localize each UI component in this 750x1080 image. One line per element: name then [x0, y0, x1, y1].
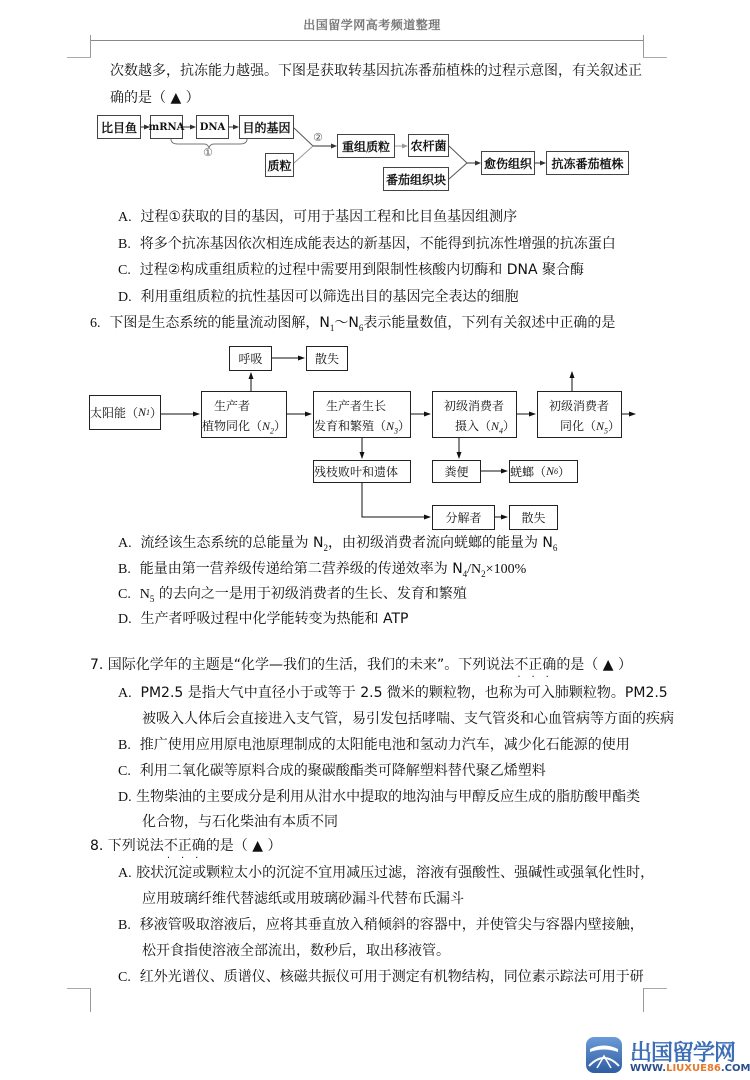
box-tomato-tissue: 番茄组织块: [383, 167, 449, 191]
corner-mark-br-v: [643, 988, 644, 1012]
q8-option-b[interactable]: B. 移液管吸取溶液后，应将其垂直放入稍倾斜的容器中，并使管尖与容器内壁接触，: [118, 917, 644, 933]
q5-option-a[interactable]: A. 过程①获取的目的基因，可用于基因工程和比目鱼基因组测序: [118, 209, 518, 225]
q5-option-c[interactable]: C. 过程②构成重组质粒的过程中需要用到限制性核酸内切酶和 DNA 聚合酶: [118, 262, 585, 278]
box-agrobacterium: 农杆菌: [408, 134, 449, 157]
box-producer: 生产者 植物同化$(N_2)$: [201, 391, 287, 438]
q8-option-c[interactable]: C. 红外光谱仪、质谱仪、核磁共振仪可用于测定有机物结构，同位素示踪法可用于研: [118, 969, 644, 985]
q6-option-b[interactable]: B. 能量由第一营养级传递给第二营养级的传递效率为 $N_4/N_2\times 100\%$: [118, 561, 527, 579]
q7-option-a-cont: 被吸入人体后会直接进入支气管，易引发包括哮喘、支气管炎和心血管病等方面的疾病: [142, 711, 674, 727]
box-heat-loss-2: 散失: [509, 505, 558, 530]
logo-globe-icon: [585, 1036, 623, 1074]
q6-option-c[interactable]: C. $N_5$ 的去向之一是用于初级消费者的生长、发育和繁殖: [118, 586, 467, 604]
box-solar-energy: 太阳能（ N 1 ）: [89, 395, 161, 430]
q8-emphasis: 不正确 ···: [163, 838, 210, 864]
q7-stem: 7. 国际化学年的主题是“化学—我们的生活，我们的未来”。下列说法不正确 ··· 的是（ ▲ ）: [90, 657, 632, 683]
box-producer-growth: 生产者生长 发育和繁殖$(N_3)$: [313, 391, 411, 438]
box-target-gene: 目的基因: [239, 115, 294, 139]
box-heat-loss-1: 散失: [306, 346, 348, 371]
q8-option-b-cont: 松开食指使溶液全部流出，数秒后，取出移液管。: [142, 943, 450, 959]
q8-stem: 8. 下列说法不正确 ··· 的是（ ▲ ）: [90, 838, 282, 864]
box-decomposer: 分解者: [432, 505, 495, 530]
q8-option-a-cont: 应用玻璃纤维代替滤纸或用玻璃砂漏斗代替布氏漏斗: [142, 891, 464, 907]
box-callus: 愈伤组织: [481, 151, 535, 175]
box-dna: DNA: [196, 115, 229, 139]
corner-mark-bl-v: [90, 988, 91, 1012]
q7-option-d-cont: 化合物，与石化柴油有本质不同: [142, 814, 338, 830]
q5-option-d[interactable]: D. 利用重组质粒的抗性基因可以筛选出目的基因完全表达的细胞: [118, 289, 519, 305]
logo-url: WWW.LIUXUE86.COM: [630, 1063, 750, 1074]
box-primary-consumer-intake: 初级消费者 摄入$(N_4)$: [432, 391, 517, 438]
q5-option-b[interactable]: B. 将多个抗冻基因依次相连成能表达的新基因，不能得到抗冻性增强的抗冻蛋白: [118, 236, 616, 252]
box-dung-beetle: 蜣螂（ N 6 ）: [509, 460, 578, 483]
q7-option-d[interactable]: D. 生物柴油的主要成分是利用从泔水中提取的地沟油与甲醇反应生成的脂肪酸甲酯类: [118, 789, 641, 805]
q6-option-a[interactable]: A. 流经该生态系统的总能量为 $N_2$，由初级消费者流向蜣螂的能量为 $N_6$: [118, 535, 558, 553]
box-cold-resistant-plant: 抗冻番茄植株: [546, 151, 629, 175]
page-header-title: 出国留学网高考频道整理: [303, 18, 441, 32]
q7-emphasis: 不正确 ···: [514, 657, 560, 683]
box-fish: 比目鱼: [97, 115, 141, 139]
q7-option-b[interactable]: B. 推广使用应用原电池原理制成的太阳能电池和氢动力汽车，减少化石能源的使用: [118, 737, 630, 753]
q5-lead-line1: 次数越多，抗冻能力越强。下图是获取转基因抗冻番茄植株的过程示意图，有关叙述正: [110, 63, 642, 79]
q7-option-c[interactable]: C. 利用二氧化碳等原料合成的聚碳酸酯类可降解塑料替代聚乙烯塑料: [118, 763, 546, 779]
box-remains: 残枝败叶和遗体: [313, 460, 411, 483]
box-mrna: mRNA: [150, 115, 183, 139]
box-recombinant-plasmid: 重组质粒: [337, 134, 395, 158]
arrow-remains-decomposer: [362, 482, 430, 517]
box-respiration: 呼吸: [229, 346, 272, 371]
box-plasmid: 质粒: [265, 153, 294, 177]
label-process-1: ①: [203, 146, 213, 159]
label-process-2: ②: [313, 131, 323, 144]
corner-mark-bl-h: [67, 988, 91, 989]
q5-lead-line2: 确的是（ ▲ ）: [110, 90, 200, 106]
box-primary-consumer-assimilation: 初级消费者 同化$(N_5)$: [537, 391, 622, 438]
site-logo[interactable]: [585, 1036, 750, 1076]
box-feces: 粪便: [432, 460, 481, 483]
q7-option-a[interactable]: A. PM2.5 是指大气中直径小于或等于 2.5 微米的颗粒物，也称为可入肺颗粒物。PM2.5: [118, 685, 668, 701]
q6-stem: 6. 下图是生态系统的能量流动图解，$N_1\sim N_6$表示能量数值，下列有关叙述中正确的是: [90, 315, 616, 333]
logo-name: 出国留学网: [630, 1041, 736, 1066]
q8-option-a[interactable]: A. 胶状沉淀或颗粒太小的沉淀不宜用减压过滤，溶液有强酸性、强碱性或强氧化性时，: [118, 865, 655, 881]
corner-mark-br-h: [643, 988, 667, 989]
q6-option-d[interactable]: D. 生产者呼吸过程中化学能转变为热能和 ATP: [118, 611, 409, 627]
